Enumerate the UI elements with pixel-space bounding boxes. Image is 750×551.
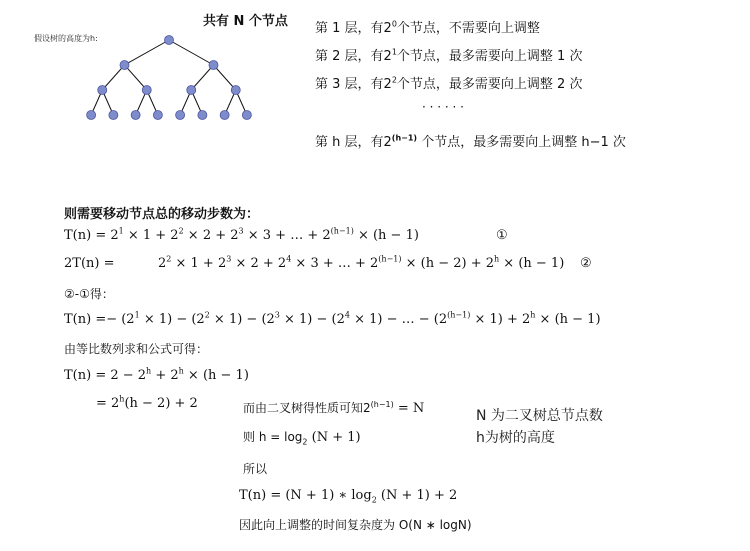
tree-node [209,61,218,70]
equation-2-mark: ② [580,256,592,271]
therefore-label: 所以 [243,462,268,476]
equation-5: = $2^h(h - 2) + 2$ [96,394,198,411]
level-1-text: 第 1 层，有$2^0$个节点，不需要向上调整 [315,19,540,36]
level-2-text: 第 2 层，有$2^1$个节点，最多需要向上调整 1 次 [315,47,583,64]
geometric-series-label: 由等比数列求和公式可得： [64,342,209,356]
tree-node [153,111,162,120]
tree-node [187,86,196,95]
tree-title: 共有 N 个节点 [203,14,288,29]
tree-edge [102,65,124,90]
derivation-heading: 则需要移动节点总的移动步数为： [64,207,260,222]
equation-4: $T(n) = 2 - 2^h + 2^h \times (h - 1)$ [64,366,249,383]
complexity-conclusion: 因此向上调整的时间复杂度为 O(N ∗ logN) [239,518,472,532]
equation-2-rhs: $2^2 \times 1 + 2^3 \times 2 + 2^4 \times 3$ + … + $2^{(h-1)} \times (h - 2) + 2^h \times (h - 1)$ [158,254,565,271]
tree-node [120,61,129,70]
n-definition-note: N 为二叉树总节点数 [476,408,603,424]
tree-edge [214,65,236,90]
tree-edge [169,40,214,65]
tree-edge [125,40,170,65]
tree-node [242,111,251,120]
equation-2-lhs: 2T(n) = [64,256,115,271]
level-h-text: 第 h 层，有$2^{(h-1)}$ 个节点，最多需要向上调整 h−1 次 [315,133,626,150]
tree-node [98,86,107,95]
final-equation: T(n) = (N + 1) ∗ $\log_2 (N + 1) + 2$ [239,488,458,505]
equation-1: $T(n) = 2^1 \times 1 + 2^2 \times 2 + 2^3 \times 3$ + … + $2^{(h-1)} \times (h - 1)$ [64,226,419,243]
tree-node [131,111,140,120]
tree-node [87,111,96,120]
tree-node [176,111,185,120]
tree-node [198,111,207,120]
tree-edge [125,65,147,90]
height-formula: 则 $h = \log_2 (N + 1)$ [243,430,361,447]
tree-edge [191,65,213,90]
level-3-text: 第 3 层，有$2^2$个节点，最多需要向上调整 2 次 [315,75,583,92]
binary-tree-diagram [82,30,262,125]
tree-property: 而由二叉树得性质可知$2^{(h-1)} = N$ [243,400,425,416]
h-definition-note: h为树的高度 [476,430,555,446]
tree-node [220,111,229,120]
equation-1-mark: ① [496,228,508,243]
tree-node [165,36,174,45]
equation-3: $T(n) =- (2^1 \times 1) - (2^2 \times 1) - (2^3 \times 1) - (2^4 \times 1)$ − … − $(2^{(h-1)} \times 1) + 2^h \times (h - 1)$ [64,310,601,327]
tree-node [142,86,151,95]
subtract-label: ②-①得： [64,287,114,301]
tree-node [109,111,118,120]
tree-node [231,86,240,95]
level-ellipsis: · · · · · · [422,100,464,114]
height-note: 假设树的高度为h: [34,34,98,43]
